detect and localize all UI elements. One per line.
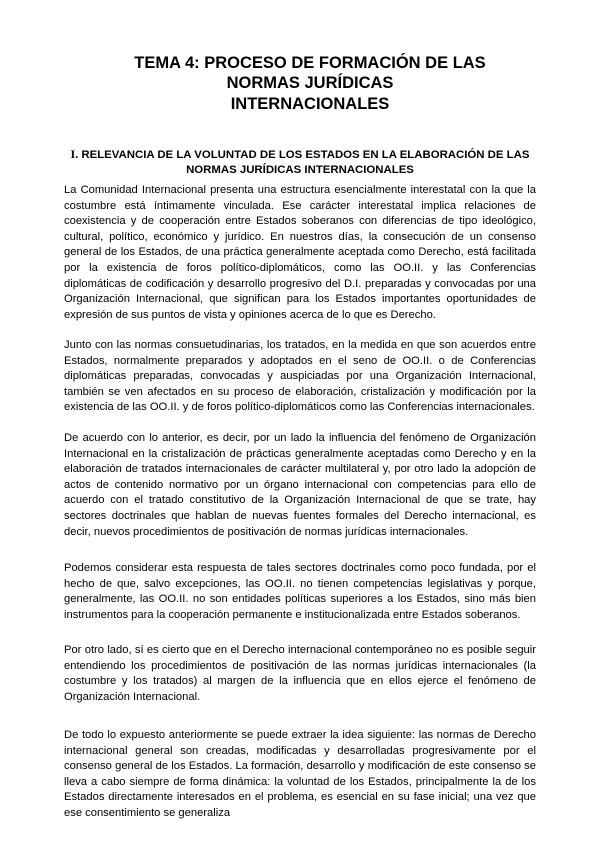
section-heading xyxy=(60,147,540,178)
document-title-line-3: INTERNACIONALES xyxy=(230,95,390,113)
document-title-line-2: NORMAS JURÍDICAS xyxy=(226,74,394,92)
paragraph-1: La Comunidad Internacional presenta una estructura esencialmente interestatal con la que la costumbre está íntimamente vinculada. Ese carácter interestatal implica relaciones de coexistencia y de cooperación entre Estados soberanos con diferencias de tipo ideológico, cultural, político, económico y jurídico. En nuestros días, la consecución de un consenso general de los Estados, de una práctica generalmente aceptada como Derecho, está facilitada por la existencia de foros político-diplomáticos, como las OO.II. y las Conferencias diplomáticas de codificación y desarrollo progresivo del D.I. preparadas y convocadas por una Organización Internacional, que significan para los Estados importantes oportunidades de expresión de sus puntos de vista y opiniones acerca de lo que es Derecho. xyxy=(64,184,536,321)
paragraph-4: Podemos considerar esta respuesta de tales sectores doctrinales como poco fundada, por el hecho de que, salvo excepciones, las OO.II. no tienen competencias legislativas y porque, generalmente, las OO.II. no son entidades políticas superiores a los Estados, sino más bien instrumentos para la cooperación permanente e institucionalizada entre Estados soberanos. xyxy=(64,562,536,621)
paragraph-3: De acuerdo con lo anterior, es decir, por un lado la influencia del fenómeno de Organización Internacional en la cristalización de prácticas generalmente aceptadas como Derecho y en la elaboración de tratados internacionales de carácter multilateral y, por otro lado la adopción de actos de contenido normativo por un órgano internacional con competencias para ello de acuerdo con el tratado constitutivo de la Organización Internacional de que se trate, hay sectores doctrinales que hablan de nuevas fuentes formales del Derecho internacional, es decir, nuevos procedimientos de positivación de normas jurídicas internacionales. xyxy=(64,432,536,538)
section-title: RELEVANCIA DE LA VOLUNTAD DE LOS ESTADOS EN LA ELABORACIÓN DE LAS NORMAS JURÍDICAS INTERNACIONALES xyxy=(81,149,530,176)
section-number: I. xyxy=(70,147,79,161)
document-title-line-1: TEMA 4: PROCESO DE FORMACIÓN DE LAS xyxy=(134,54,486,72)
paragraph-6: De todo lo expuesto anteriormente se puede extraer la idea siguiente: las normas de Derecho internacional general son creadas, modificadas y desarrolladas progresivamente por el consenso general de los Estados. La formación, desarrollo y modificación de este consenso se lleva a cabo siempre de forma dinámica: la voluntad de los Estados, principalmente la de los Estados directamente interesados en el problema, es esencial en su fase inicial; una vez que ese consentimiento se generaliza xyxy=(64,729,536,819)
paragraph-2: Junto con las normas consuetudinarias, los tratados, en la medida en que son acuerdos entre Estados, normalmente preparados y adoptados en el seno de OO.II. o de Conferencias diplomáticas preparadas, convocadas y auspiciadas por una Organización Internacional, también se ven afectados en su proceso de elaboración, cristalización y modificación por la existencia de las OO.II. y de foros político-diplomáticos como las Conferencias internacionales. xyxy=(64,339,536,414)
paragraph-5: Por otro lado, sí es cierto que en el Derecho internacional contemporáneo no es posible seguir entendiendo los procedimientos de positivación de las normas jurídicas internacionales (la costumbre y los tratados) al margen de la influencia que en ellos ejerce el fenómeno de Organización Internacional. xyxy=(64,644,536,703)
